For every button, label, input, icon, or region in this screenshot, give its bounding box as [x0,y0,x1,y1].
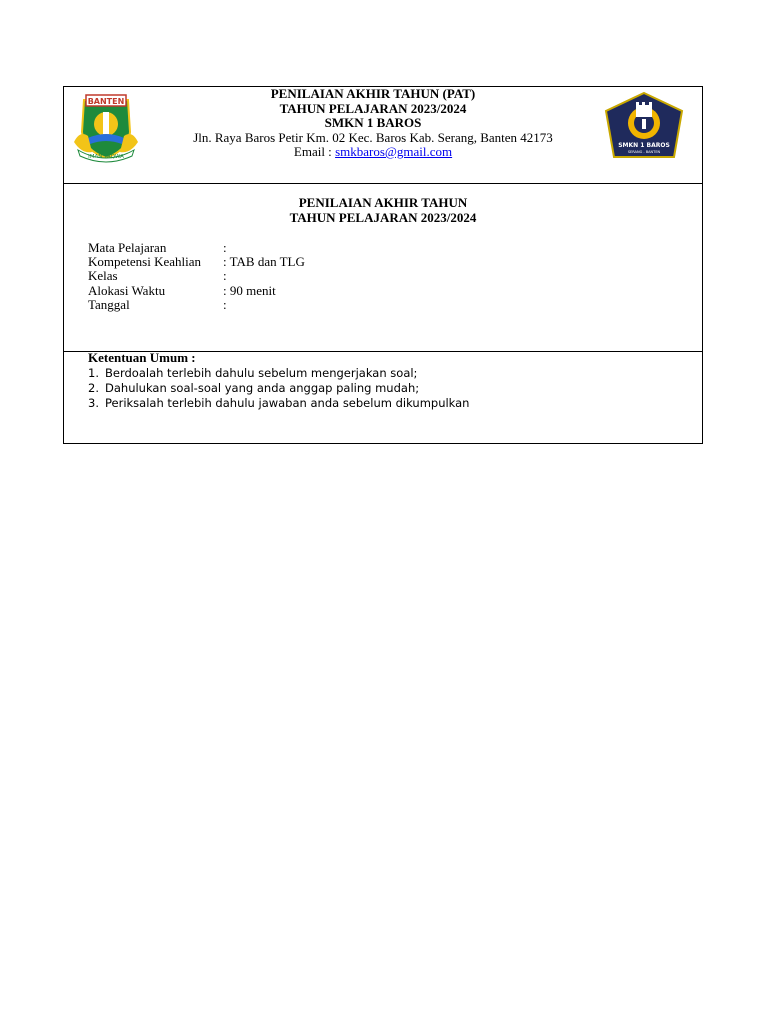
field-value: : 90 menit [223,282,276,298]
list-item [88,381,469,396]
school-address: Jln. Raya Baros Petir Km. 02 Kec. Baros Kab. Serang, Banten 42173 [193,129,553,145]
field-value: : [223,296,227,312]
banten-motto-text: IMAN TAQWA [88,154,124,160]
school-email-line [154,145,592,160]
field-alokasi-waktu [88,284,305,298]
field-value: : [223,240,227,255]
field-label: Mata Pelajaran [88,240,167,255]
list-number: 1. [88,366,99,380]
list-item [88,366,469,381]
field-kelas [88,269,305,283]
header-text-block [154,87,592,160]
school-name: SMKN 1 BAROS [324,115,422,130]
email-label: Email : [293,144,336,159]
exam-academic-year: TAHUN PELAJARAN 2023/2024 [289,209,477,225]
header-academic-year: TAHUN PELAJARAN 2023/2024 [279,100,467,116]
field-label: Tanggal [88,296,130,312]
field-mata-pelajaran [88,241,305,255]
banten-emblem-logo [70,92,142,164]
field-label: Kompetensi Keahlian [88,254,201,270]
field-label: Kelas [88,268,118,284]
list-item [88,396,469,411]
header-title: PENILAIAN AKHIR TAHUN (PAT) [270,86,476,101]
smk-logo-text: SMKN 1 BAROS [618,142,670,149]
exam-info-section [64,183,702,352]
exam-title: PENILAIAN AKHIR TAHUN [298,195,468,210]
exam-header-frame [63,86,703,444]
smk-logo-subtext: SERANG - BANTEN [627,150,661,154]
exam-title-block [64,196,702,225]
list-text: Berdoalah terlebih dahulu sebelum mengerjakan soal; [105,366,418,380]
list-number: 3. [88,395,99,410]
smkn-1-baros-logo [602,91,686,161]
field-label: Alokasi Waktu [88,282,166,298]
field-value: : TAB dan TLG [223,254,305,270]
list-text: Dahulukan soal-soal yang anda anggap paling mudah; [105,380,420,395]
banten-logo-text: BANTEN [87,97,125,106]
field-tanggal [88,298,305,312]
rules-list [88,366,469,410]
school-header [64,87,702,184]
list-number: 2. [88,380,99,395]
list-text: Periksalah terlebih dahulu jawaban anda sebelum dikumpulkan [105,395,470,410]
rules-title: Ketentuan Umum : [88,350,196,365]
email-link[interactable]: smkbaros@gmail.com [335,144,453,159]
exam-fields [88,241,305,312]
field-kompetensi-keahlian [88,255,305,269]
field-value: : [223,268,227,284]
